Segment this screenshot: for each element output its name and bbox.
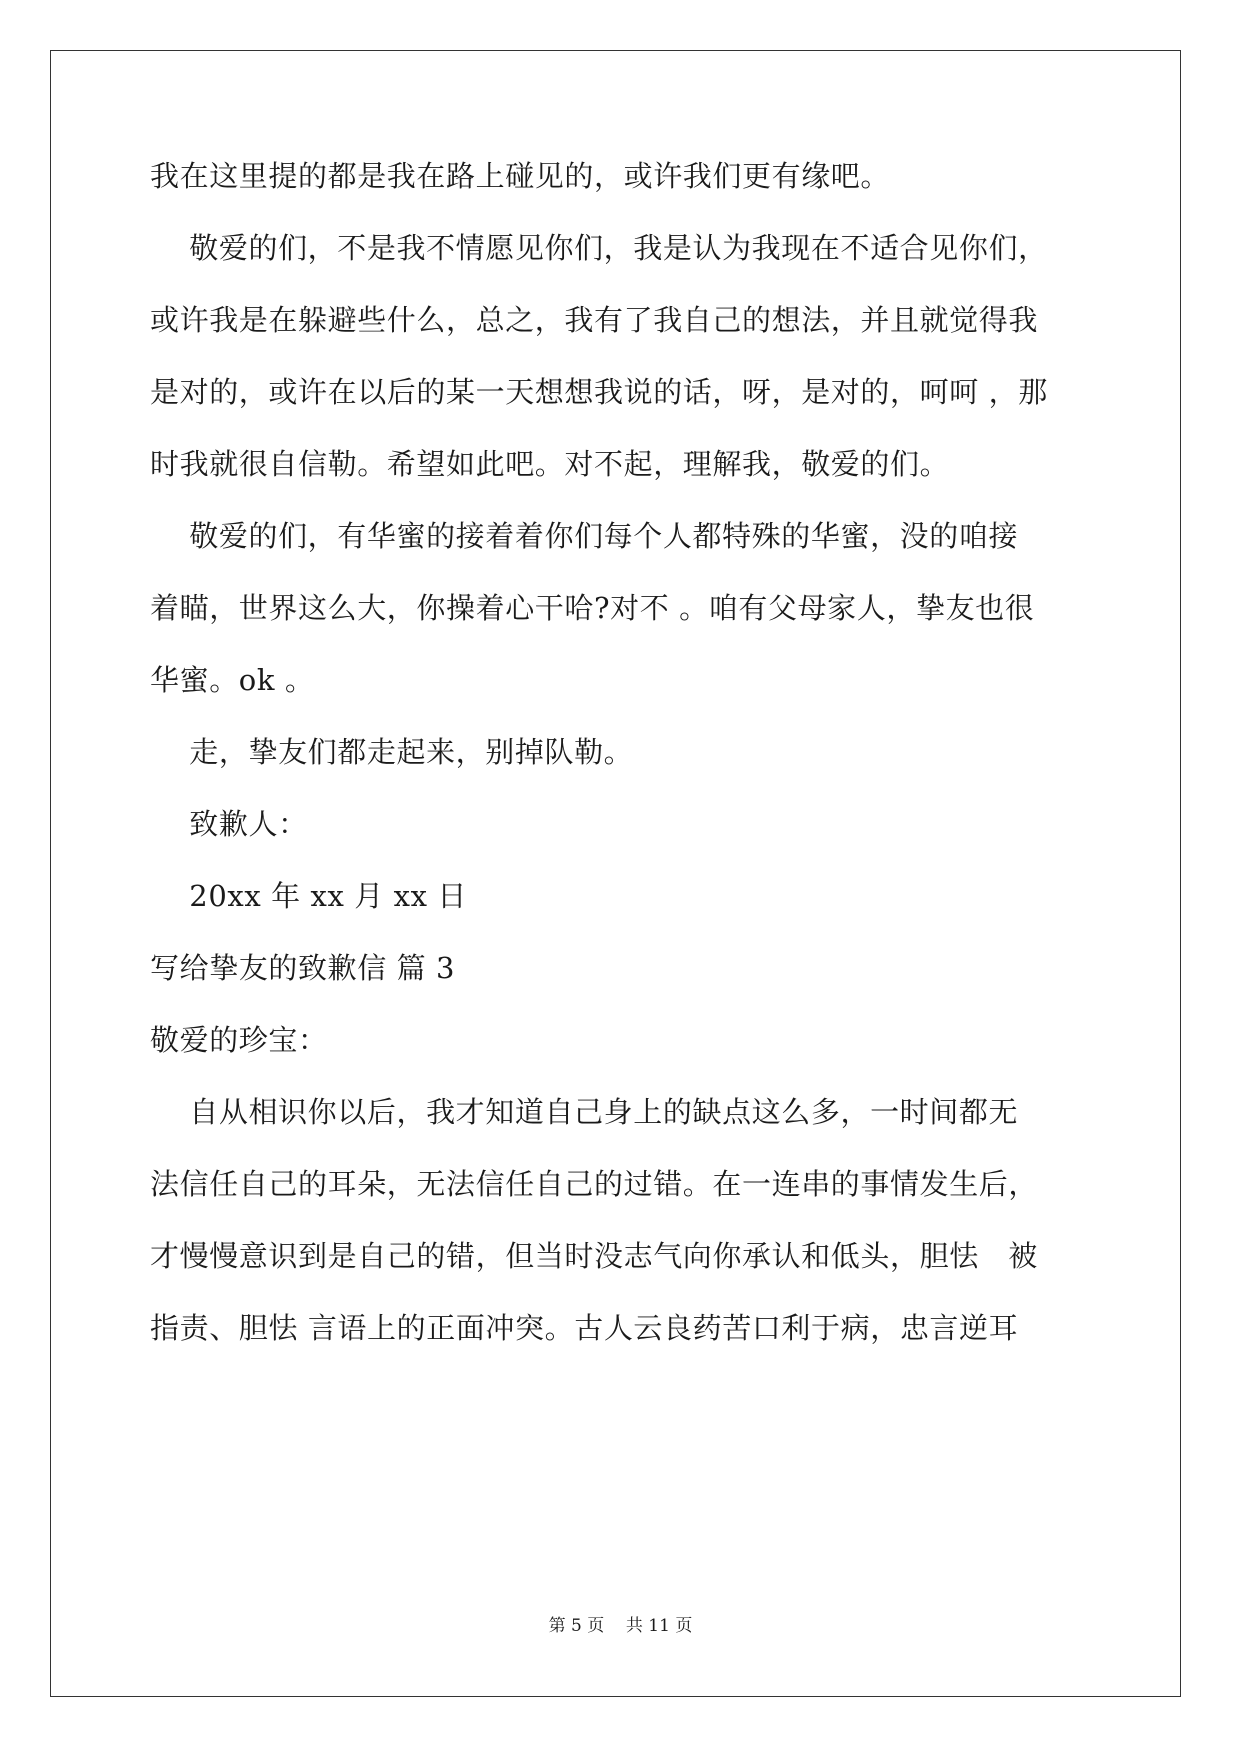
section-heading: 写给挚友的致歉信 篇 3 <box>150 951 456 985</box>
text-line: 指责、胆怯 言语上的正面冲突。古人云良药苦口利于病，忠言逆耳 <box>150 1311 1019 1345</box>
text-line: 我在这里提的都是我在路上碰见的，或许我们更有缘吧。 <box>150 159 891 193</box>
date-line: 20xx 年 xx 月 xx 日 <box>150 879 467 913</box>
text-line: 才慢慢意识到是自己的错，但当时没志气向你承认和低头，胆怯 被 <box>150 1239 1038 1273</box>
text-line: 走，挚友们都走起来，别掉队勒。 <box>150 735 634 769</box>
text-line: 着瞄，世界这么大，你操着心干哈?对不 。咱有父母家人，挚友也很 <box>150 591 1035 625</box>
text-line: 自从相识你以后，我才知道自己身上的缺点这么多，一时间都无 <box>150 1095 1019 1129</box>
page-number-footer: 第 5 页 共 11 页 <box>548 1616 693 1636</box>
text-line: 华蜜。ok 。 <box>150 663 315 697</box>
text-line: 或许我是在躲避些什么，总之，我有了我自己的想法，并且就觉得我 <box>150 303 1039 337</box>
text-line: 是对的，或许在以后的某一天想想我说的话，呀，是对的，呵呵 ，那 <box>150 375 1048 409</box>
text-line: 时我就很自信勒。希望如此吧。对不起，理解我，敬爱的们。 <box>150 447 950 481</box>
page-border <box>50 50 1181 1697</box>
text-line: 法信任自己的耳朵，无法信任自己的过错。在一连串的事情发生后， <box>150 1167 1039 1201</box>
text-line: 敬爱的们，不是我不情愿见你们，我是认为我现在不适合见你们， <box>150 231 1048 265</box>
signature-label: 致歉人： <box>150 807 308 841</box>
salutation: 敬爱的珍宝： <box>150 1023 328 1057</box>
text-line: 敬爱的们，有华蜜的接着着你们每个人都特殊的华蜜，没的咱接 <box>150 519 1019 553</box>
